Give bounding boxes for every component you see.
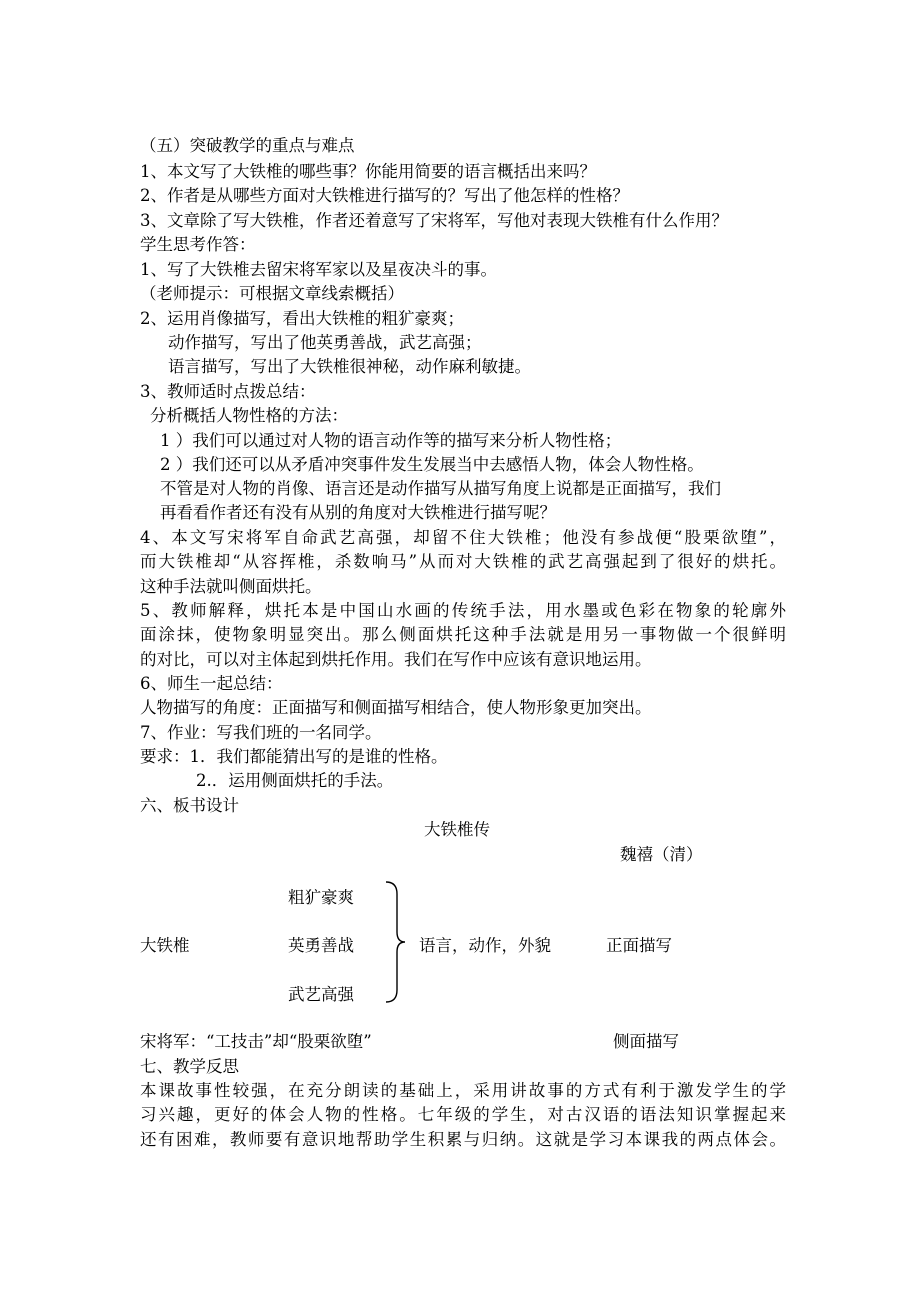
method-1: 1 ）我们可以通过对人物的语言动作等的描写来分析人物性格； (160, 431, 622, 450)
requirement-2: 2.．运用侧面烘托的手法。 (196, 771, 394, 790)
answer-4-line-3: 这种手法就叫侧面烘托。 (140, 577, 322, 596)
reflection-line-3: 还有困难，教师要有意识地帮助学生积累与归纳。这就是学习本课我的两点体会。 (140, 1130, 786, 1149)
right-brace-icon (384, 880, 408, 1004)
answer-4-line-2: 而大铁椎却“从容挥椎，杀数响马”从而对大铁椎的武艺高强起到了很好的烘托。 (140, 552, 786, 571)
student-prompt: 学生思考作答： (140, 235, 256, 254)
board-trait-3: 武艺高强 (288, 985, 354, 1004)
requirement-1: 要求：1．我们都能猜出写的是谁的性格。 (140, 747, 448, 766)
answer-5-line-2: 面涂抹，使物象明显突出。那么侧面烘托这种手法就是用另一事物做一个很鲜明 (140, 625, 786, 644)
board-song-general: 宋将军：“工技击”却“股栗欲堕” (140, 1032, 372, 1051)
answer-2: 2、运用肖像描写，看出大铁椎的粗犷豪爽； (140, 309, 464, 328)
section-6-heading: 六、板书设计 (140, 796, 239, 815)
answer-1: 1、写了大铁椎去留宋将军家以及星夜决斗的事。 (140, 260, 497, 279)
section-5-heading: （五）突破教学的重点与难点 (140, 136, 355, 155)
method-2: 2 ）我们还可以从矛盾冲突事件发生发展当中去感悟人物，体会人物性格。 (160, 455, 704, 474)
reflection-line-2: 习兴趣，更好的体会人物的性格。七年级的学生，对古汉语的语法知识掌握起来 (140, 1105, 786, 1124)
answer-6-summary: 人物描写的角度：正面描写和侧面描写相结合，使人物形象更加突出。 (140, 698, 652, 717)
answer-5-line-3: 的对比，可以对主体起到烘托作用。我们在写作中应该有意识地运用。 (140, 650, 652, 669)
method-heading: 分析概括人物性格的方法： (150, 406, 348, 425)
answer-3: 3、教师适时点拨总结： (140, 382, 316, 401)
board-trait-2: 英勇善战 (288, 936, 354, 955)
homework: 7、作业：写我们班的一名同学。 (140, 723, 382, 742)
board-trait-1: 粗犷豪爽 (288, 888, 354, 907)
question-2: 2、作者是从哪些方面对大铁椎进行描写的？写出了他怎样的性格？ (140, 186, 629, 205)
board-indirect-description: 侧面描写 (613, 1032, 679, 1051)
board-title: 大铁椎传 (424, 820, 490, 839)
teacher-hint: （老师提示：可根据文章线索概括） (140, 284, 404, 303)
answer-5-line-1: 5、教师解释，烘托本是中国山水画的传统手法，用水墨或色彩在物象的轮廓外 (140, 601, 786, 620)
board-methods: 语言，动作，外貌 (419, 936, 551, 955)
board-direct-description: 正面描写 (606, 936, 672, 955)
method-3-line-1: 不管是对人物的肖像、语言还是动作描写从描写角度上说都是正面描写，我们 (160, 479, 721, 498)
method-3-line-2: 再看看作者还有没有从别的角度对大铁椎进行描写呢？ (160, 503, 556, 522)
section-7-heading: 七、教学反思 (140, 1057, 239, 1076)
question-3: 3、文章除了写大铁椎，作者还着意写了宋将军，写他对表现大铁椎有什么作用？ (140, 211, 728, 230)
question-1: 1、本文写了大铁椎的哪些事？你能用简要的语言概括出来吗？ (140, 162, 596, 181)
answer-2-action: 动作描写，写出了他英勇善战，武艺高强； (168, 333, 482, 352)
answer-6: 6、师生一起总结： (140, 674, 283, 693)
board-left-label: 大铁椎 (140, 936, 190, 955)
answer-2-language: 语言描写，写出了大铁椎很神秘，动作麻利敏捷。 (168, 357, 531, 376)
board-author: 魏禧（清） (620, 845, 703, 864)
reflection-line-1: 本课故事性较强，在充分朗读的基础上，采用讲故事的方式有利于激发学生的学 (140, 1081, 786, 1100)
answer-4-line-1: 4、本文写宋将军自命武艺高强，却留不住大铁椎；他没有参战便“股栗欲堕”， (140, 528, 786, 547)
